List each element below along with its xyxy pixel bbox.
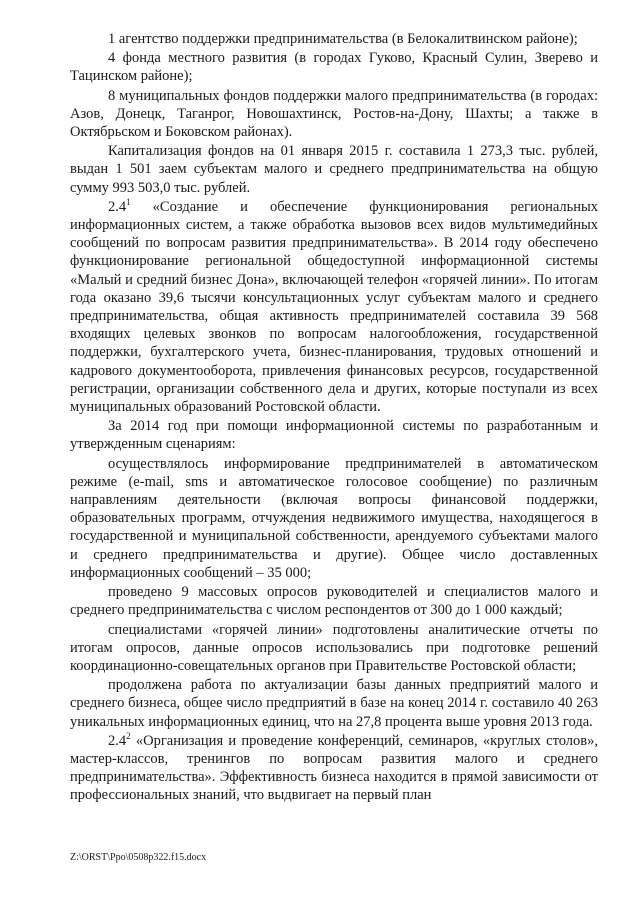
section-superscript: 2 [126,730,131,741]
section-superscript: 1 [126,197,131,207]
paragraph-section-2-4-1 [70,198,598,416]
paragraph-info-system-intro: За 2014 год при помощи информационной системы по разработанным и утвержденным сценариям: [70,418,598,453]
paragraph-reports: специалистами «горячей линии» подготовлены аналитические отчеты по итогам опросов, данные опросов использовались при подготовке решений координационно-совещательных органов при Правительстве Ростовской области; [70,621,598,674]
paragraph-section-2-4-2 [70,732,598,805]
paragraph-database: продолжена работа по актуализации базы данных предприятий малого и среднего бизнеса, общее число предприятий в базе на конец 2014 г. составило 40 263 уникальных информационных единиц, что на 27,8 процента выше уровня 2013 года. [70,677,598,730]
paragraph-local-funds: 4 фонда местного развития (в городах Гуково, Красный Сулин, Зверево и Тацинском районе); [70,50,598,85]
section-text: «Создание и обеспечение функционирования региональных информационных систем, а также обработка вызовов всех видов мультимедийных сообщений по вопросам развития предпринимательства». В 2014 году обеспечено функционирование региональной общедоступной информационной системы «Малый и средний бизнес Дона», включающей телефон «горячей линии». По итогам года оказано 39,6 тысячи консультационных услуг субъектам малого и среднего предпринимательства, общая активность предпринимателей составила 39 568 входящих целевых звонков по вопросам налогообложения, государственной поддержки, бухгалтерского учета, бизнес-планирования, трудовых отношений и кадрового документооборота, привлечения финансовых ресурсов, государственной регистрации, организации собственного дела и других, которые поступали из всех муниципальных образований Ростовской области. [70,198,598,416]
paragraph-informing: осуществлялось информирование предпринимателей в автоматическом режиме (e-mail, sms и автоматическое голосовое сообщение) по различным направлениям деятельности (включая вопросы финансовой поддержки, образовательных программ, отчуждения недвижимого имущества, находящегося в государственной и муниципальной собственности, арендуемого субъектами малого и среднего предпринимательства и другие). Общее число доставленных информационных сообщений – 35 000; [70,455,598,581]
paragraph-capitalization: Капитализация фондов на 01 января 2015 г. составила 1 273,3 тыс. рублей, выдан 1 501 заем субъектам малого и среднего предпринимательства на общую сумму 993 503,0 тыс. рублей. [70,143,598,196]
paragraph-surveys: проведено 9 массовых опросов руководителей и специалистов малого и среднего предпринимательства с числом респондентов от 300 до 1 000 каждый; [70,584,598,619]
section-number: 2.4 [108,732,127,749]
section-text: «Организация и проведение конференций, семинаров, «круглых столов», мастер-классов, тренингов по вопросам развития малого и среднего предпринимательства». Эффективность бизнеса находится в прямой зависимости от профессиональных знаний, что выдвигает на первый план [70,732,598,804]
document-page [70,30,598,805]
paragraph-agency: 1 агентство поддержки предпринимательства (в Белокалитвинском районе); [108,31,578,47]
paragraph-municipal-funds: 8 муниципальных фондов поддержки малого предпринимательства (в городах: Азов, Донецк, Таганрог, Новошахтинск, Ростов-на-Дону, Шахты; а также в Октябрьском и Боковском районах). [70,87,598,141]
section-number: 2.4 [108,198,127,215]
footer-file-path: Z:\ORST\Ppo\0508p322.f15.docx [70,852,207,863]
